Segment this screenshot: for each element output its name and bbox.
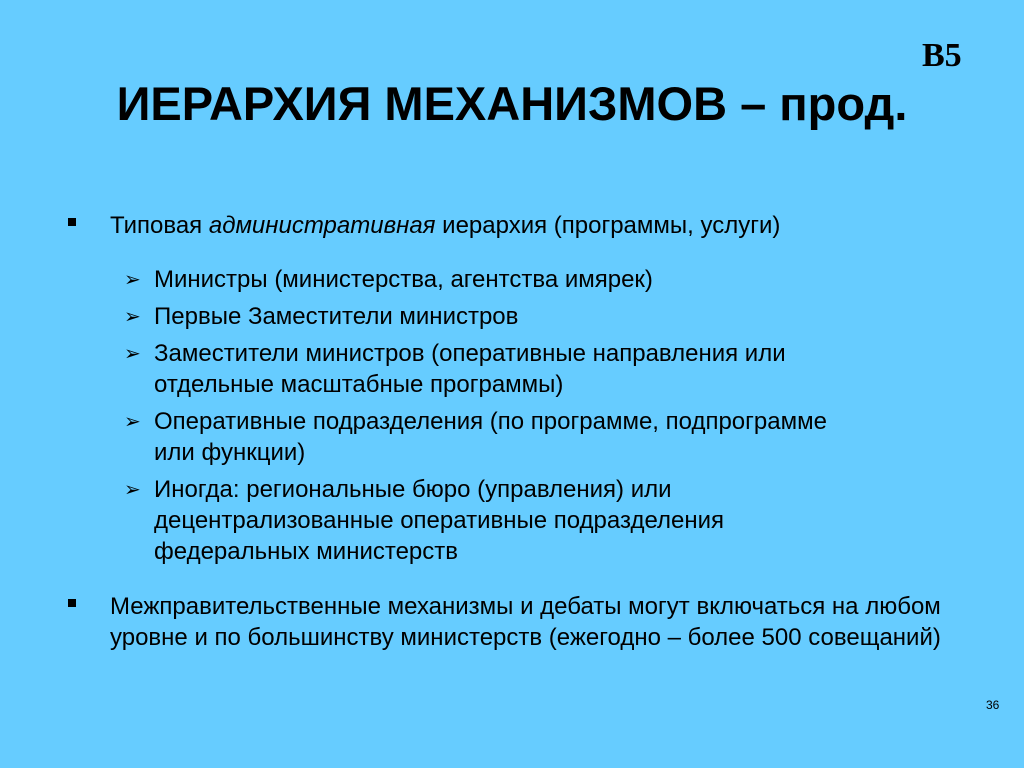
bullet-text-prefix: Типовая xyxy=(110,212,209,239)
sub-bullet-line: федеральных министерств xyxy=(154,538,459,565)
slide-title: ИЕРАРХИЯ МЕХАНИЗМОВ – прод. xyxy=(116,77,908,130)
bullet-text-suffix: иерархия (программы, услуги) xyxy=(435,212,781,239)
sub-bullet-line: или функции) xyxy=(154,439,306,466)
sub-bullet-item xyxy=(124,338,964,400)
square-bullet-icon xyxy=(68,599,76,607)
sub-bullet-line: Оперативные подразделения (по программе, подпрограмме xyxy=(154,408,827,435)
sub-bullet-item xyxy=(124,264,964,295)
bullet-text-emphasis: административная xyxy=(208,212,436,239)
sub-bullet-list xyxy=(124,264,964,573)
square-bullet-icon xyxy=(68,218,76,226)
sub-bullet-line: Министры (министерства, агентства имярек) xyxy=(154,266,653,293)
slide-code: B5 xyxy=(922,37,962,74)
sub-bullet-item xyxy=(124,474,964,567)
bullet-text xyxy=(110,210,990,241)
arrow-bullet-icon: ➢ xyxy=(124,304,141,328)
sub-bullet-line: Первые Заместители министров xyxy=(154,303,519,330)
sub-bullet-item xyxy=(124,301,964,332)
sub-bullet-item xyxy=(124,406,964,468)
sub-bullet-line: Заместители министров (оперативные направления или xyxy=(154,340,786,367)
arrow-bullet-icon: ➢ xyxy=(124,267,141,291)
sub-bullet-line: Иногда: региональные бюро (управления) или xyxy=(154,476,672,503)
sub-bullet-line: децентрализованные оперативные подразделения xyxy=(154,507,725,534)
arrow-bullet-icon: ➢ xyxy=(124,341,141,365)
page-number: 36 xyxy=(986,698,1000,712)
arrow-bullet-icon: ➢ xyxy=(124,477,141,501)
bullet-text: Межправительственные механизмы и дебаты могут включаться на любом уровне и по большинству министерств (ежегодно – более 500 совещаний) xyxy=(110,593,941,651)
arrow-bullet-icon: ➢ xyxy=(124,409,141,433)
sub-bullet-line: отдельные масштабные программы) xyxy=(154,371,564,398)
